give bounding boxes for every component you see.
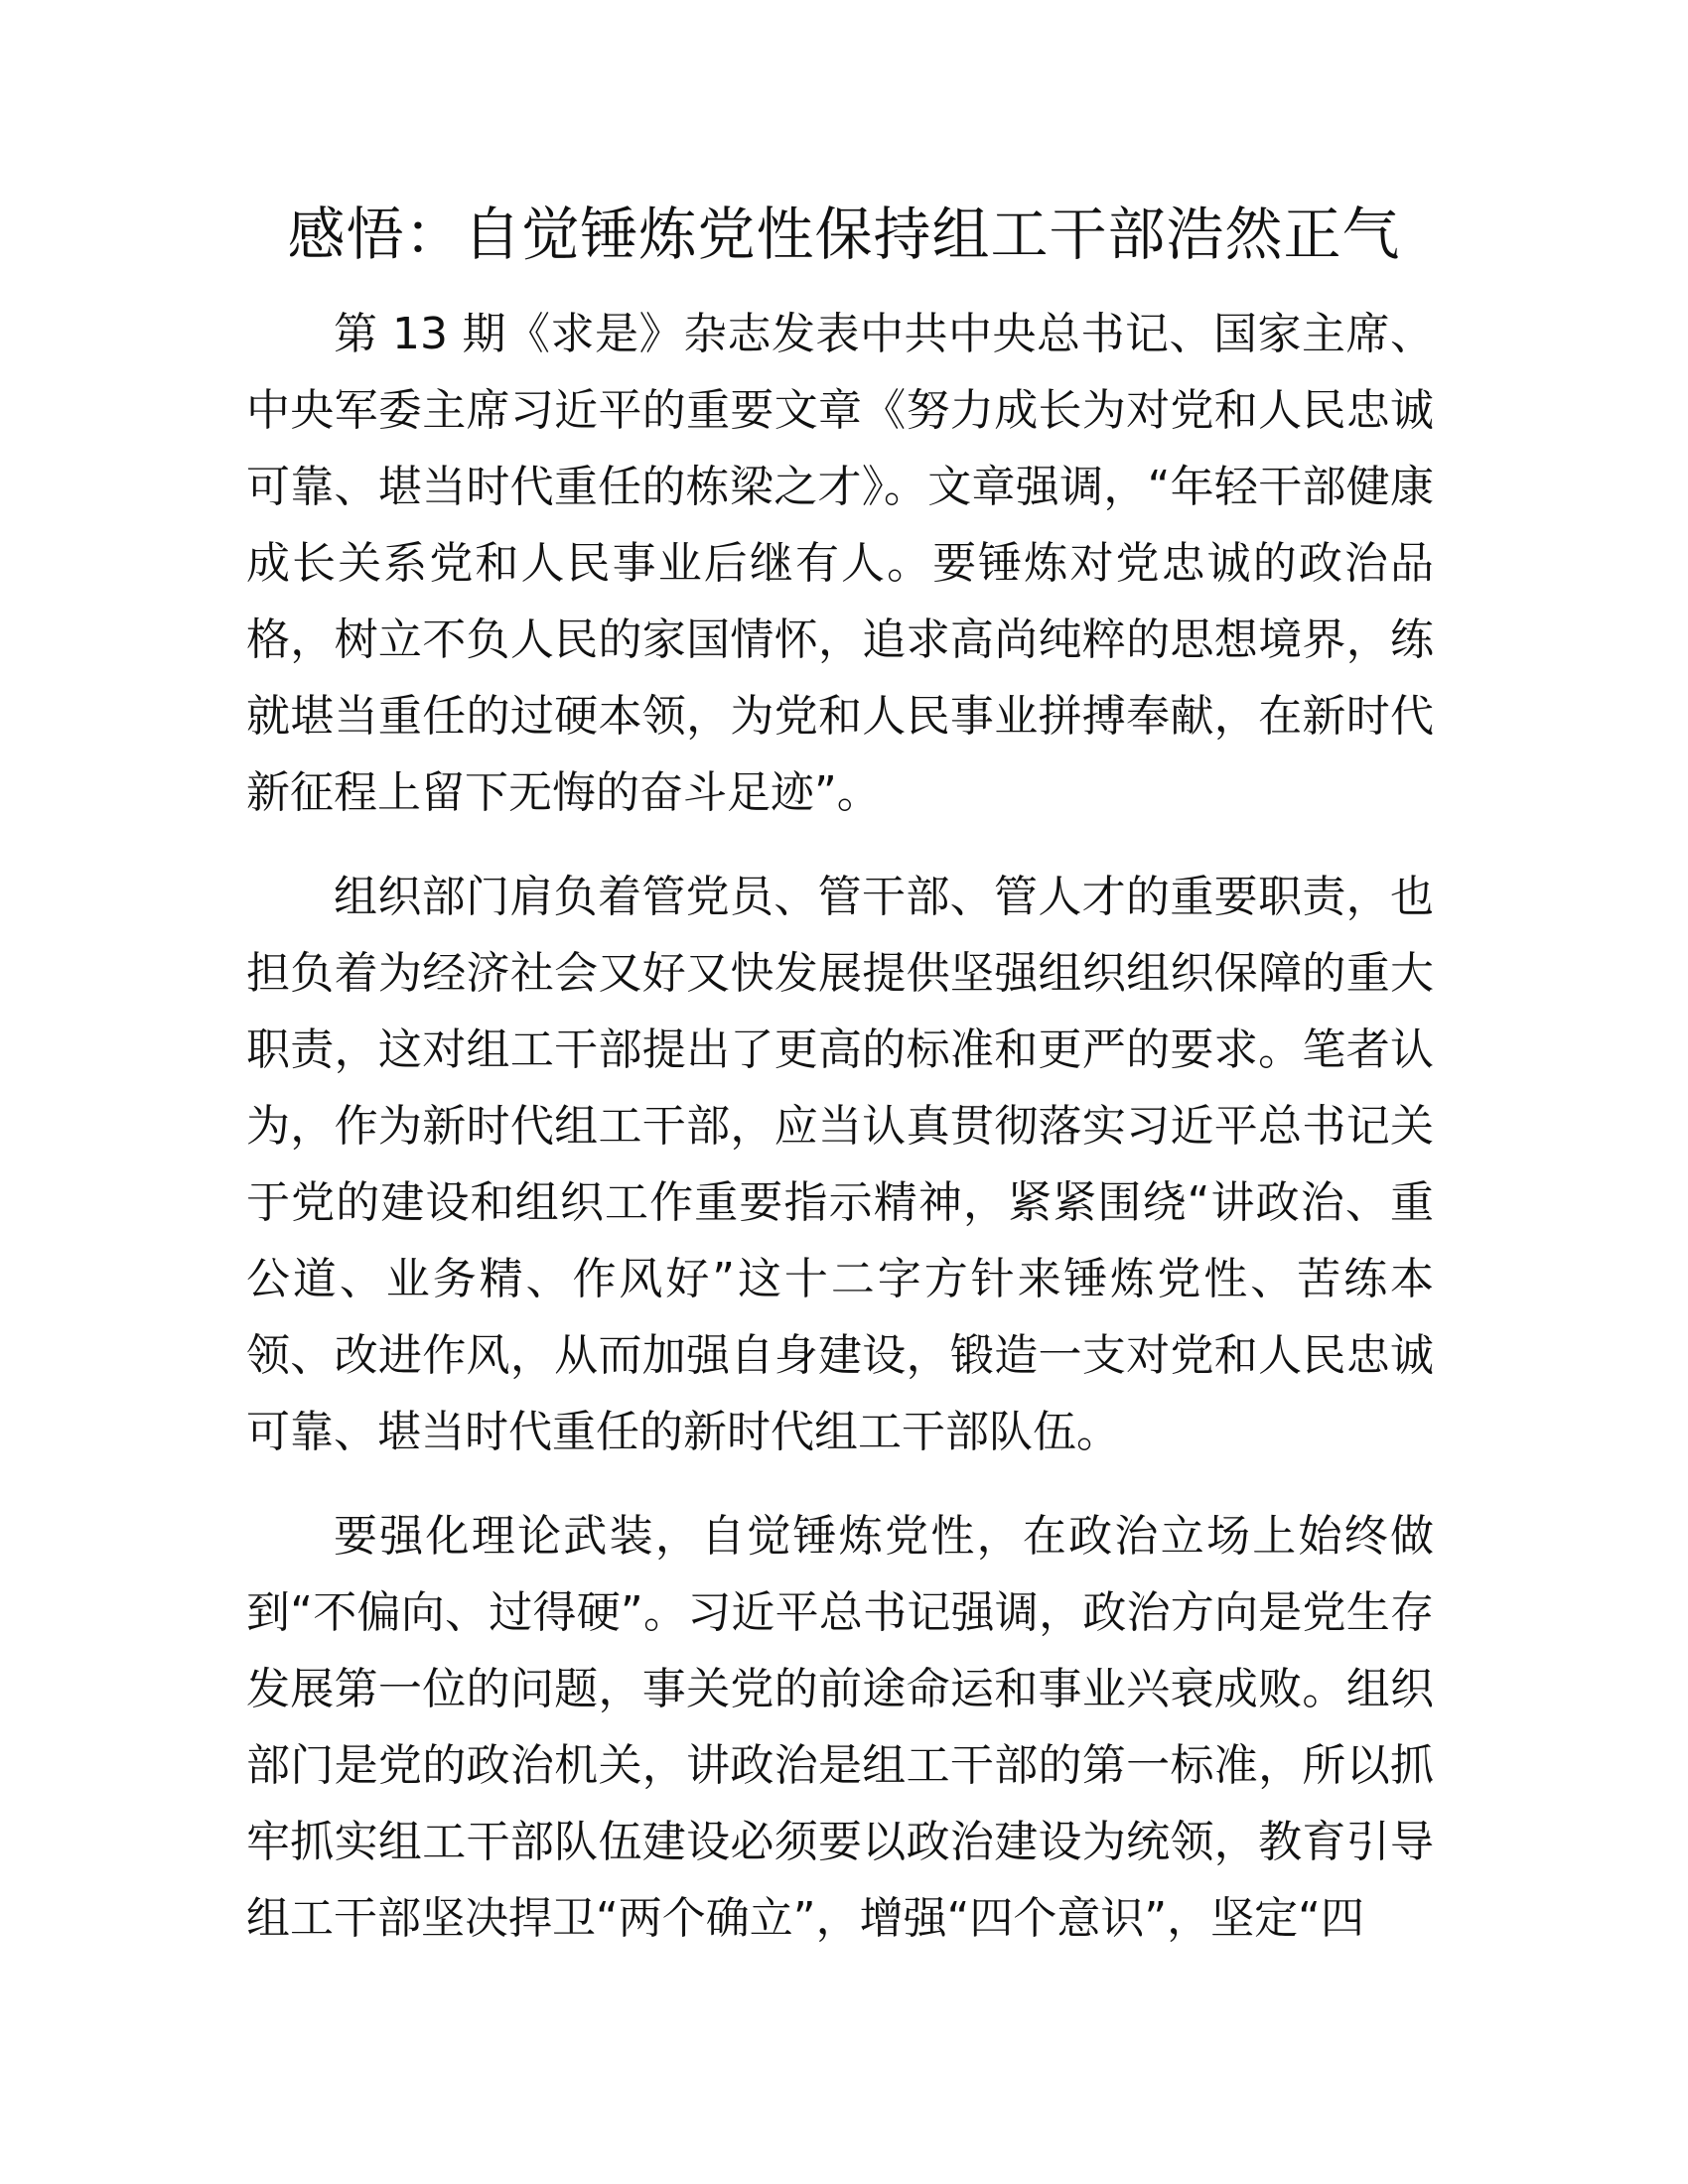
paragraph-3: 要强化理论武装，自觉锤炼党性，在政治立场上始终做到“不偏向、过得硬”。习近平总书记强调，政治方向是党生存发展第一位的问题，事关党的前途命运和事业兴衰成败。组织部门是党的政治机关，讲政治是组工干部的第一标准，所以抓牢抓实组工干部队伍建设必须要以政治建设为统领，教育引导组工干部坚决捍卫“两个确立”，增强“四个意识”，坚定“四 — [246, 1511, 1434, 1944]
paragraph-2: 组织部门肩负着管党员、管干部、管人才的重要职责，也担负着为经济社会又好又快发展提供坚强组织组织保障的重大职责，这对组工干部提出了更高的标准和更严的要求。笔者认为，作为新时代组工干部，应当认真贯彻落实习近平总书记关于党的建设和组织工作重要指示精神，紧紧围绕“讲政治、重公道、业务精、作风好”这十二字方针来锤炼党性、苦练本领、改进作风，从而加强自身建设，锻造一支对党和人民忠诚可靠、堪当时代重任的新时代组工干部队伍。 — [246, 872, 1434, 1457]
document-body — [246, 296, 1434, 1984]
paragraph-1: 第 13 期《求是》杂志发表中共中央总书记、国家主席、中央军委主席习近平的重要文章《努力成长为对党和人民忠诚可靠、堪当时代重任的栋梁之才》。文章强调，“年轻干部健康成长关系党和人民事业后继有人。要锤炼对党忠诚的政治品格，树立不负人民的家国情怀，追求高尚纯粹的思想境界，练就堪当重任的过硬本领，为党和人民事业拼搏奉献，在新时代新征程上留下无悔的奋斗足迹”。 — [246, 309, 1434, 818]
document-title: 感悟：自觉锤炼党性保持组工干部浩然正气 — [287, 201, 1401, 268]
